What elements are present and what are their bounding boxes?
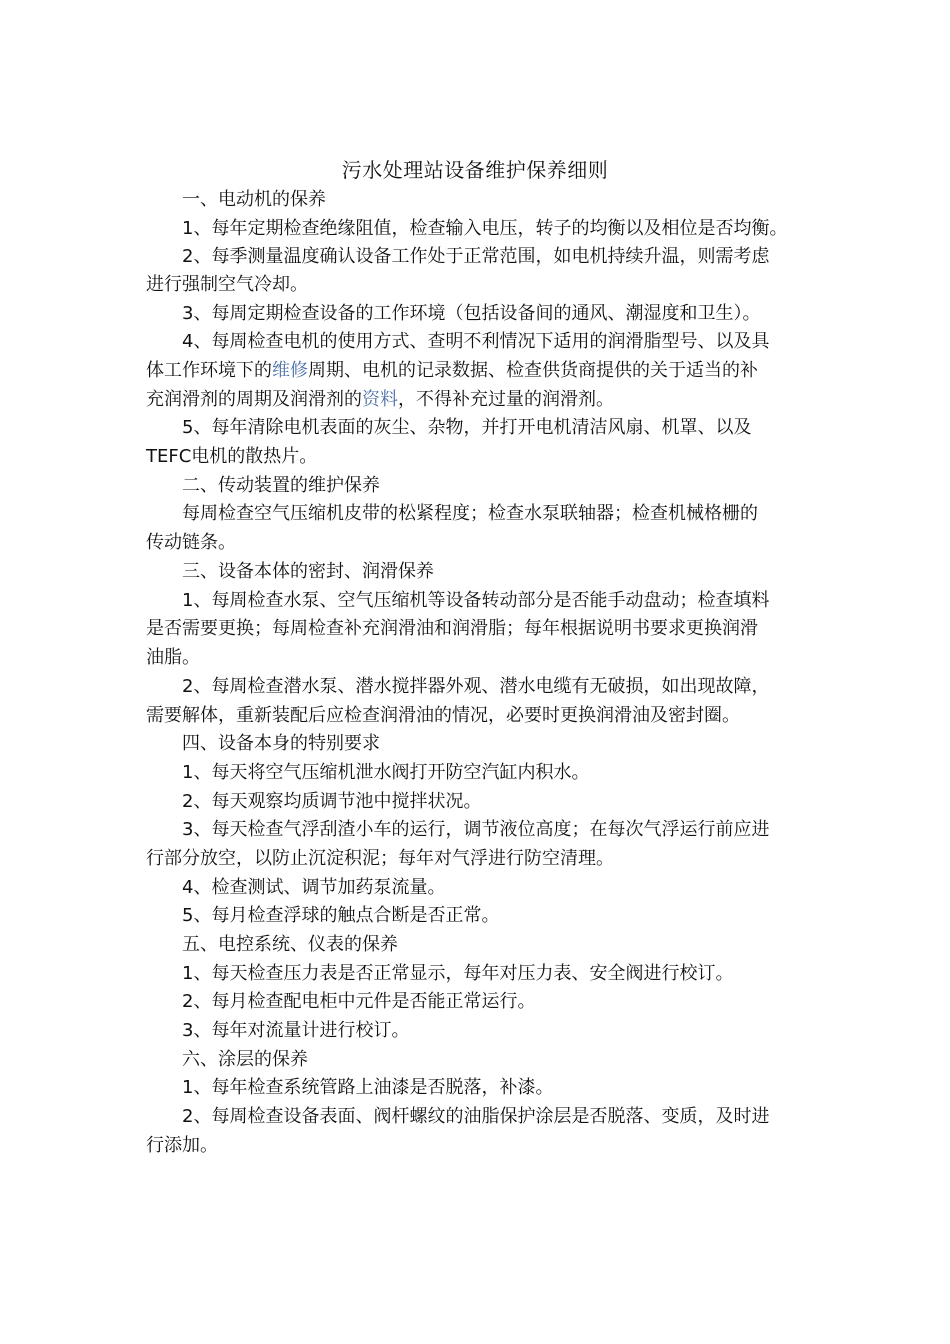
text-run: 充润滑剂的周期及润滑剂的	[146, 389, 362, 410]
section-heading-1: 一、电动机的保养	[182, 189, 326, 210]
paragraph-line: 2、每月检查配电柜中元件是否能正常运行。	[182, 991, 536, 1012]
paragraph-line: 3、每年对流量计进行校订。	[182, 1020, 410, 1041]
paragraph-line: TEFC电机的散热片。	[146, 446, 318, 467]
paragraph-line: 需要解体，重新装配后应检查润滑油的情况，必要时更换润滑油及密封圈。	[146, 705, 740, 726]
paragraph-line: 2、每天观察均质调节池中搅拌状况。	[182, 791, 482, 812]
materials-link[interactable]: 资料	[362, 389, 398, 410]
paragraph-line: 1、每年定期检查绝缘阻值，检查输入电压，转子的均衡以及相位是否均衡。	[182, 218, 788, 239]
paragraph-line: 3、每周定期检查设备的工作环境（包括设备间的通风、潮湿度和卫生）。	[182, 303, 761, 324]
text-run: ，不得补充过量的润滑剂。	[398, 389, 614, 410]
paragraph-line: 行添加。	[146, 1135, 218, 1156]
document-title: 污水处理站设备维护保养细则	[341, 158, 609, 182]
paragraph-line: 5、每月检查浮球的触点合断是否正常。	[182, 905, 500, 926]
paragraph-line: 每周检查空气压缩机皮带的松紧程度；检查水泵联轴器；检查机械格栅的	[182, 503, 758, 524]
paragraph-line: 1、每周检查水泵、空气压缩机等设备转动部分是否能手动盘动；检查填料	[182, 590, 770, 611]
paragraph-line: 5、每年清除电机表面的灰尘、杂物，并打开电机清洁风扇、机罩、以及	[182, 417, 752, 438]
paragraph-line: 2、每周检查潜水泵、潜水搅拌器外观、潜水电缆有无破损，如出现故障，	[182, 676, 770, 697]
section-heading-2: 二、传动装置的维护保养	[182, 475, 380, 496]
paragraph-line: 进行强制空气冷却。	[146, 274, 308, 295]
text-run: 体工作环境下的	[146, 360, 272, 381]
text-run: 周期、电机的记录数据、检查供货商提供的关于适当的补	[308, 360, 758, 381]
paragraph-line: 1、每年检查系统管路上油漆是否脱落，补漆。	[182, 1077, 554, 1098]
paragraph-line: 行部分放空，以防止沉淀积泥；每年对气浮进行防空清理。	[146, 848, 614, 869]
paragraph-line: 油脂。	[146, 647, 200, 668]
paragraph-line: 传动链条。	[146, 532, 236, 553]
paragraph-line: 1、每天将空气压缩机泄水阀打开防空汽缸内积水。	[182, 762, 590, 783]
paragraph-line: 4、每周检查电机的使用方式、查明不利情况下适用的润滑脂型号、以及具	[182, 331, 770, 352]
paragraph-line: 1、每天检查压力表是否正常显示，每年对压力表、安全阀进行校订。	[182, 963, 734, 984]
maintenance-link[interactable]: 维修	[272, 360, 308, 381]
section-heading-3: 三、设备本体的密封、润滑保养	[182, 561, 434, 582]
paragraph-line	[146, 357, 758, 385]
section-heading-5: 五、电控系统、仪表的保养	[182, 934, 398, 955]
paragraph-line: 2、每周检查设备表面、阀杆螺纹的油脂保护涂层是否脱落、变质，及时进	[182, 1106, 770, 1127]
paragraph-line: 3、每天检查气浮刮渣小车的运行，调节液位高度；在每次气浮运行前应进	[182, 819, 770, 840]
paragraph-line: 是否需要更换；每周检查补充润滑油和润滑脂；每年根据说明书要求更换润滑	[146, 618, 758, 639]
paragraph-line: 4、检查测试、调节加药泵流量。	[182, 877, 446, 898]
paragraph-line: 2、每季测量温度确认设备工作处于正常范围，如电机持续升温，则需考虑	[182, 246, 770, 267]
section-heading-4: 四、设备本身的特别要求	[182, 733, 380, 754]
paragraph-line	[146, 386, 614, 414]
section-heading-6: 六、涂层的保养	[182, 1049, 308, 1070]
